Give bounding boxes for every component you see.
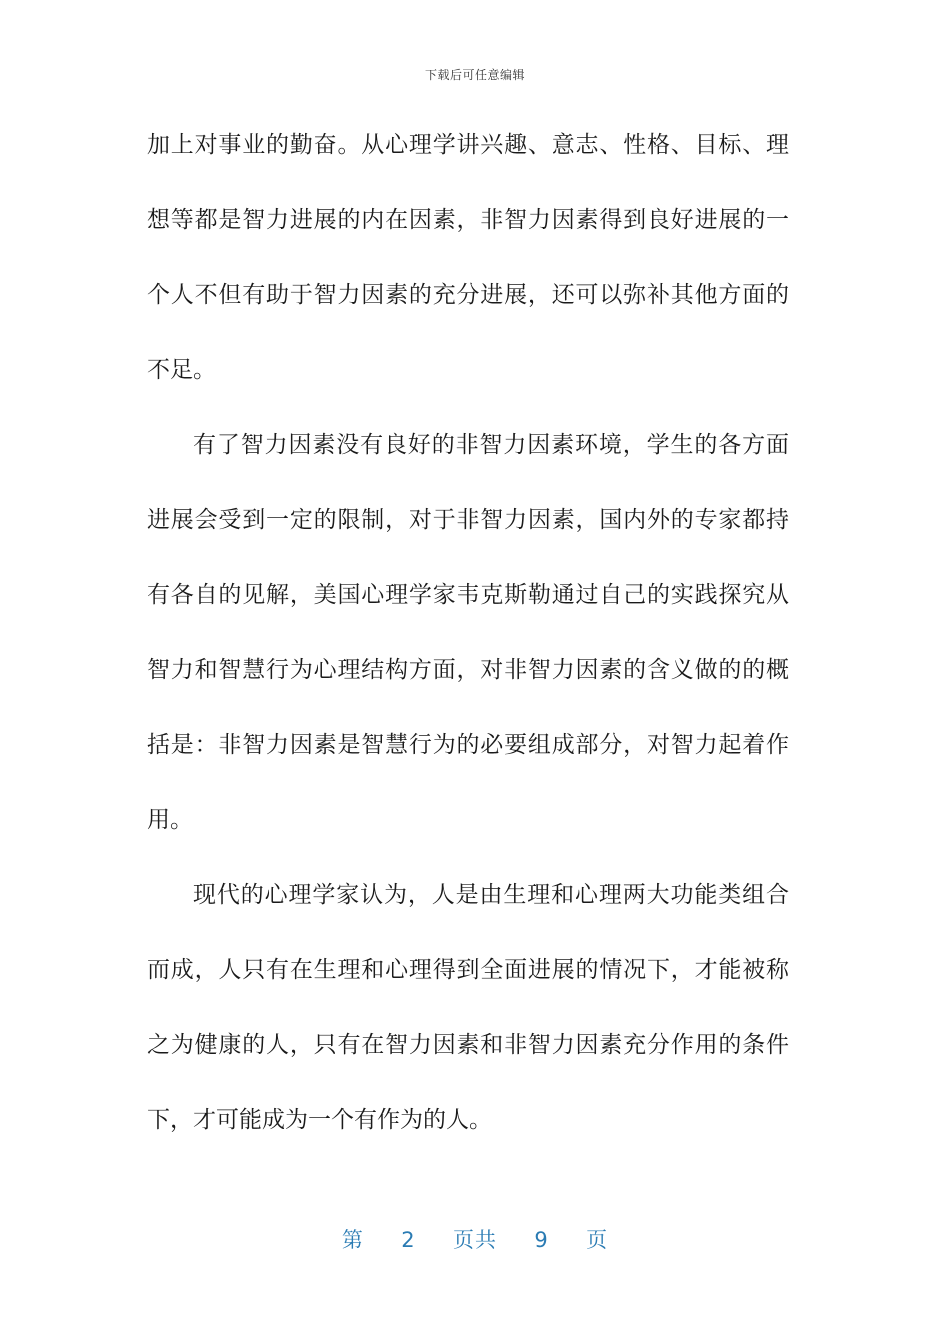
text-line: 之为健康的人，只有在智力因素和非智力因素充分作用的条件 <box>147 1032 789 1058</box>
text-line: 有各自的见解，美国心理学家韦克斯勒通过自己的实践探究从 <box>147 582 789 608</box>
text-line: 现代的心理学家认为，人是由生理和心理两大功能类组合 <box>193 882 789 908</box>
text-line: 而成，人只有在生理和心理得到全面进展的情况下，才能被称 <box>147 957 789 983</box>
text-line: 不足。 <box>147 357 216 383</box>
text-line: 智力和智慧行为心理结构方面，对非智力因素的含义做的的概 <box>147 657 789 683</box>
text-line: 进展会受到一定的限制，对于非智力因素，国内外的专家都持 <box>147 507 789 533</box>
text-line: 加上对事业的勤奋。从心理学讲兴趣、意志、性格、目标、理 <box>147 132 789 158</box>
text-line: 个人不但有助于智力因素的充分进展，还可以弥补其他方面的 <box>147 282 789 308</box>
page-number: 2 <box>401 1228 416 1252</box>
page-label: 第 <box>341 1228 364 1252</box>
text-line: 用。 <box>147 807 193 833</box>
text-line: 下，才可能成为一个有作为的人。 <box>147 1107 492 1133</box>
text-line: 有了智力因素没有良好的非智力因素环境，学生的各方面 <box>193 432 789 458</box>
page-footer <box>0 1224 950 1254</box>
end-label: 页 <box>586 1228 609 1252</box>
text-line: 括是：非智力因素是智慧行为的必要组成部分，对智力起着作 <box>147 732 789 758</box>
header-note: 下载后可任意编辑 <box>424 68 525 82</box>
text-line: 想等都是智力进展的内在因素，非智力因素得到良好进展的一 <box>147 207 789 233</box>
total-pages: 9 <box>534 1228 549 1252</box>
body-text <box>147 120 789 1170</box>
total-label: 页共 <box>453 1228 497 1252</box>
